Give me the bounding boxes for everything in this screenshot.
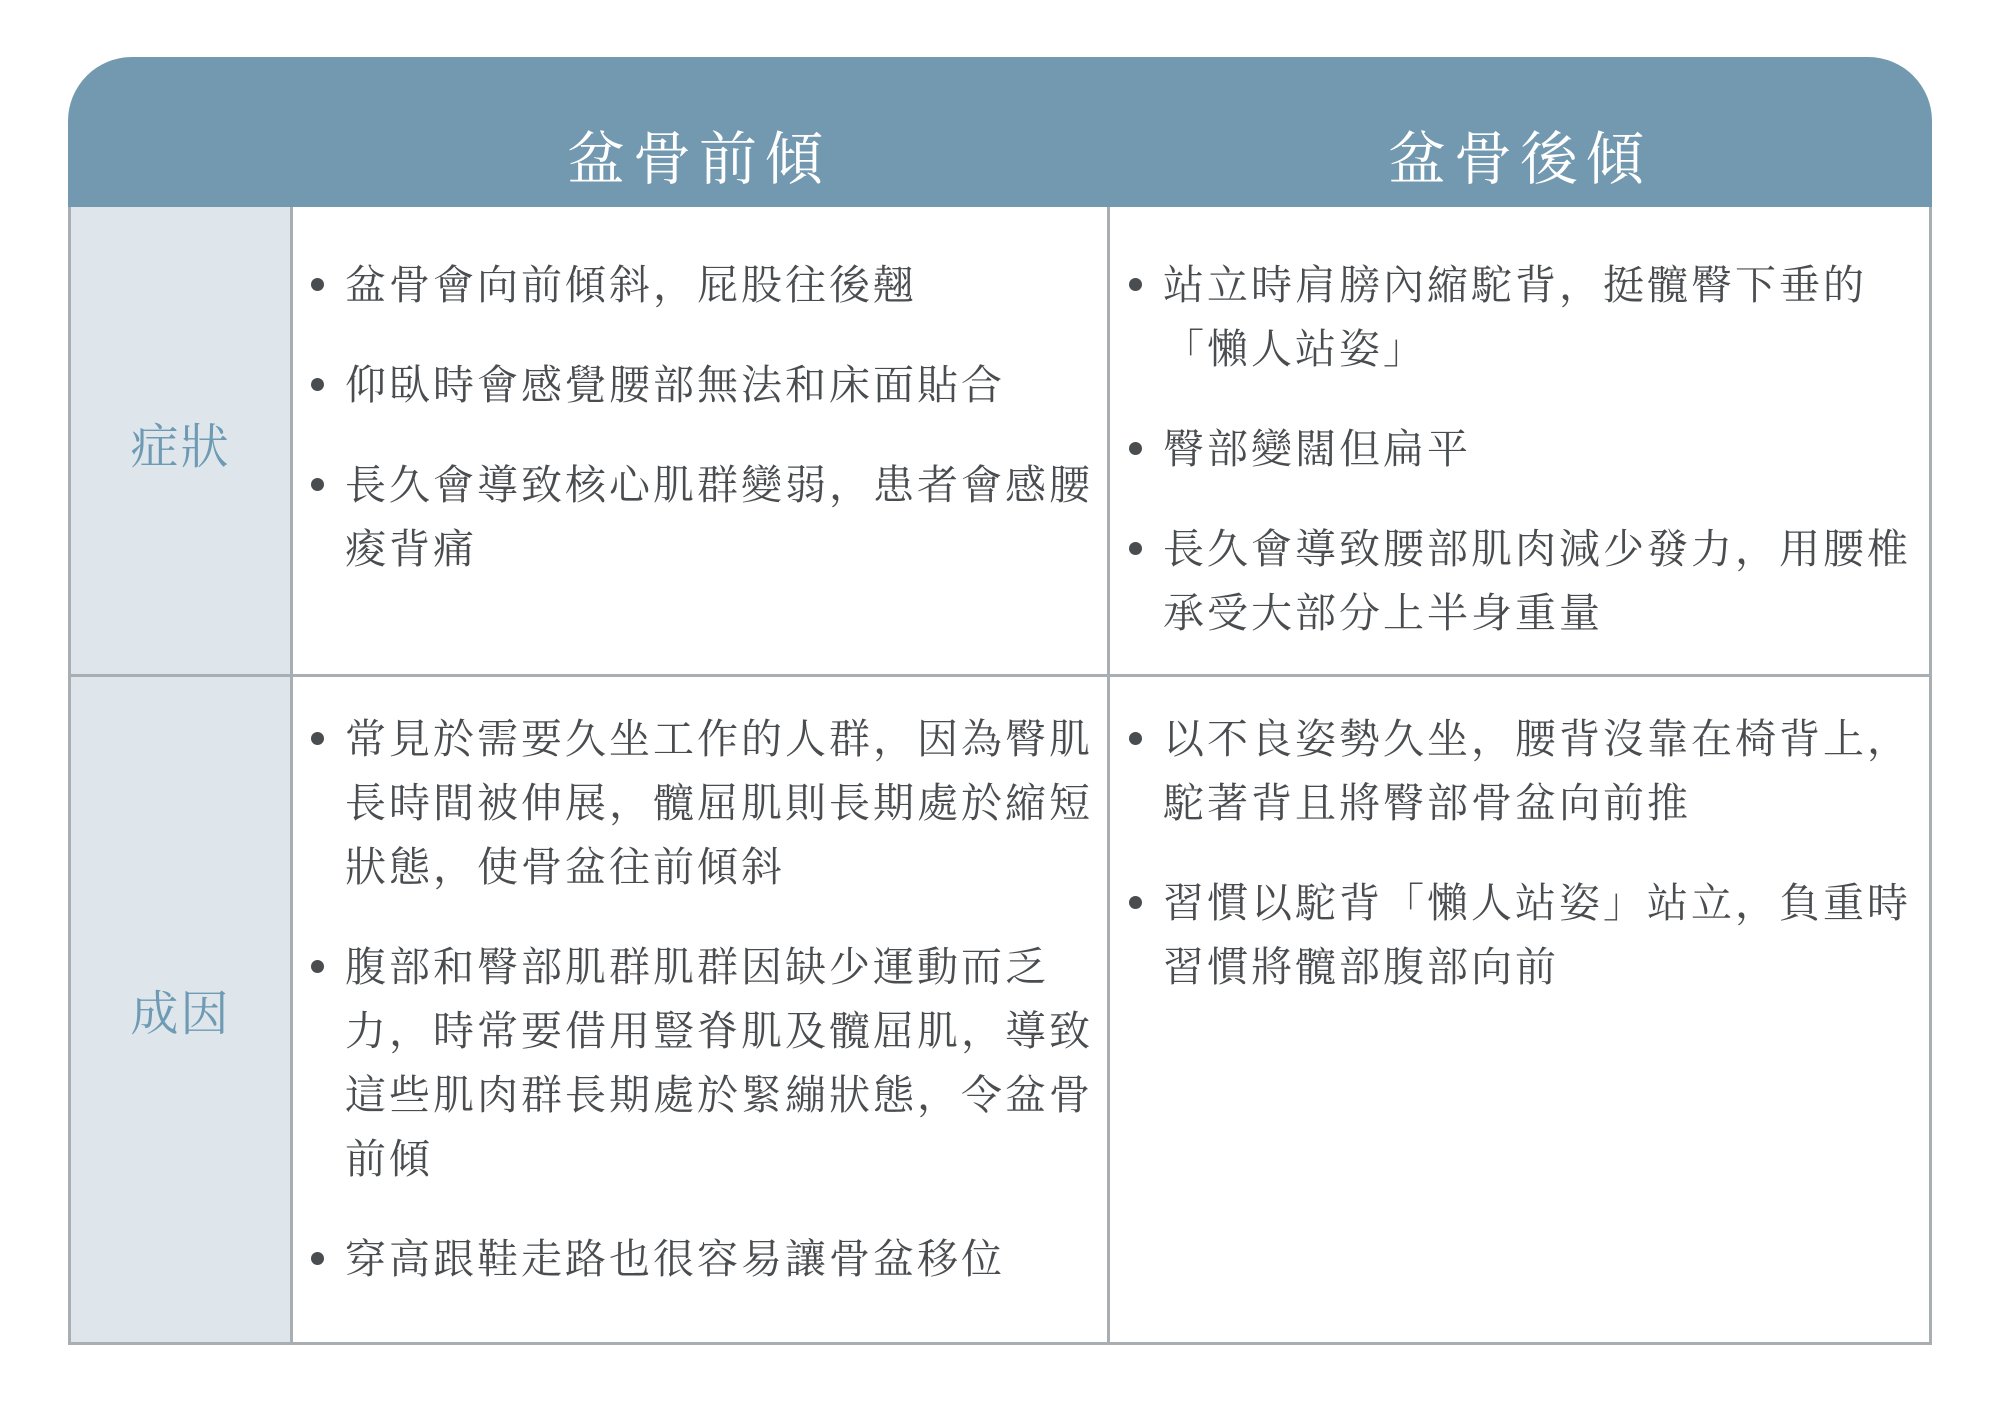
comparison-table (68, 57, 1932, 1345)
list-item: 站立時肩膀內縮駝背，挺髖臀下垂的「懶人站姿」 (1127, 253, 1917, 381)
list-item: 臀部變闊但扁平 (1127, 417, 1917, 481)
causes-posterior-cell (1127, 707, 1917, 1035)
header-posterior-tilt: 盆骨後傾 (1387, 125, 1652, 193)
list-item: 穿高跟鞋走路也很容易讓骨盆移位 (309, 1227, 1099, 1291)
column-divider (1107, 207, 1110, 1342)
list-item: 腹部和臀部肌群肌群因缺少運動而乏力，時常要借用豎脊肌及髖屈肌，導致這些肌肉群長期處於緊繃狀態，令盆骨前傾 (309, 935, 1099, 1191)
list-item: 長久會導致核心肌群變弱，患者會感腰痠背痛 (309, 453, 1099, 581)
table-header (68, 57, 1932, 207)
list-item: 以不良姿勢久坐，腰背沒靠在椅背上，駝著背且將臀部骨盆向前推 (1127, 707, 1917, 835)
header-anterior-tilt: 盆骨前傾 (566, 125, 831, 193)
list-item: 長久會導致腰部肌肉減少發力，用腰椎承受大部分上半身重量 (1127, 517, 1917, 645)
causes-anterior-cell (309, 707, 1099, 1327)
symptoms-posterior-cell (1127, 253, 1917, 681)
table-body (68, 207, 1932, 1345)
symptoms-anterior-cell (309, 253, 1099, 617)
list-item: 仰臥時會感覺腰部無法和床面貼合 (309, 353, 1099, 417)
row-label-causes: 成因 (71, 677, 290, 1342)
row-label-symptoms: 症狀 (71, 207, 290, 677)
list-item: 習慣以駝背「懶人站姿」站立，負重時習慣將髖部腹部向前 (1127, 871, 1917, 999)
list-item: 盆骨會向前傾斜，屁股往後翹 (309, 253, 1099, 317)
column-divider (290, 207, 293, 1342)
list-item: 常見於需要久坐工作的人群，因為臀肌長時間被伸展，髖屈肌則長期處於縮短狀態，使骨盆往前傾斜 (309, 707, 1099, 899)
